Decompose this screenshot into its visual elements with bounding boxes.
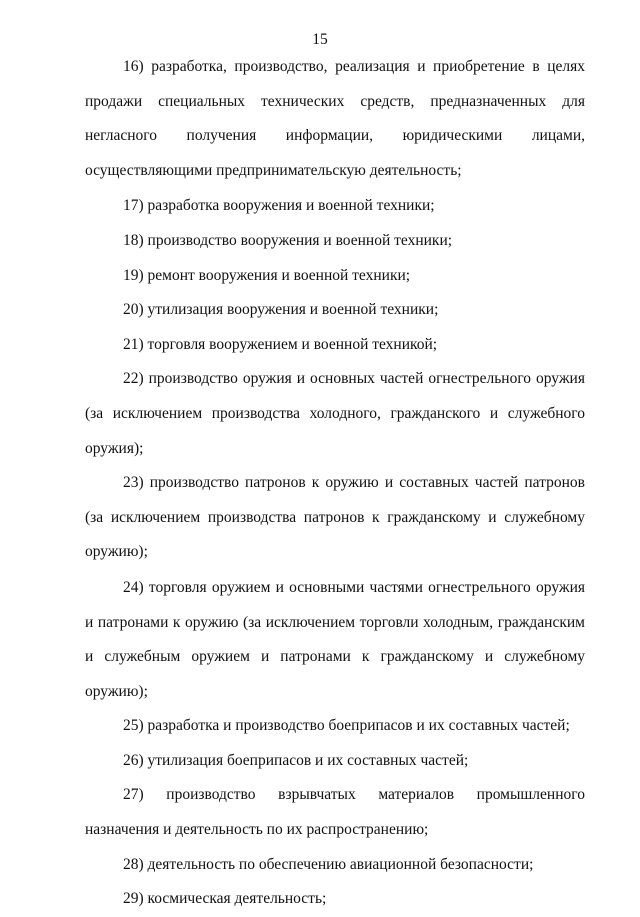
list-item: 26) утилизация боеприпасов и их составных частей; [123, 751, 469, 769]
list-item: 22) производство оружия и основных частей огнестрельного оружия (за исключением производства холодного, гражданского и служебного оружия); [85, 370, 585, 457]
list-item: 28) деятельность по обеспечению авиационной безопасности; [123, 855, 534, 873]
list-item: 21) торговля вооружением и военной техникой; [123, 335, 438, 353]
list-item: 23) производство патронов к оружию и составных частей патронов (за исключением производства патронов к гражданскому и служебному оружию); [85, 474, 585, 561]
list-item: 16) разработка, производство, реализация и приобретение в целях продажи специальных технических средств, предназначенных для негласного получения информации, юридическими лицами, осуществляющими предпринимательскую деятельность; [85, 58, 585, 179]
list-item: 19) ремонт вооружения и военной техники; [123, 266, 411, 284]
list-item: 18) производство вооружения и военной техники; [123, 231, 453, 249]
list-item: 20) утилизация вооружения и военной техники; [123, 301, 439, 319]
page-number: 15 [312, 31, 328, 48]
list-item: 25) разработка и производство боеприпасов и их составных частей; [123, 717, 570, 735]
list-item: 27) производство взрывчатых материалов промышленного назначения и деятельность по их распространению; [85, 786, 585, 839]
list-item: 24) торговля оружием и основными частями огнестрельного оружия и патронами к оружию (за исключением торговли холодным, гражданским и служебным оружием и патронами к гражданскому и служебному оружию); [85, 578, 585, 700]
list-item: 29) космическая деятельность; [123, 890, 327, 908]
document-body [85, 50, 585, 917]
list-item: 17) разработка вооружения и военной техники; [123, 197, 435, 215]
